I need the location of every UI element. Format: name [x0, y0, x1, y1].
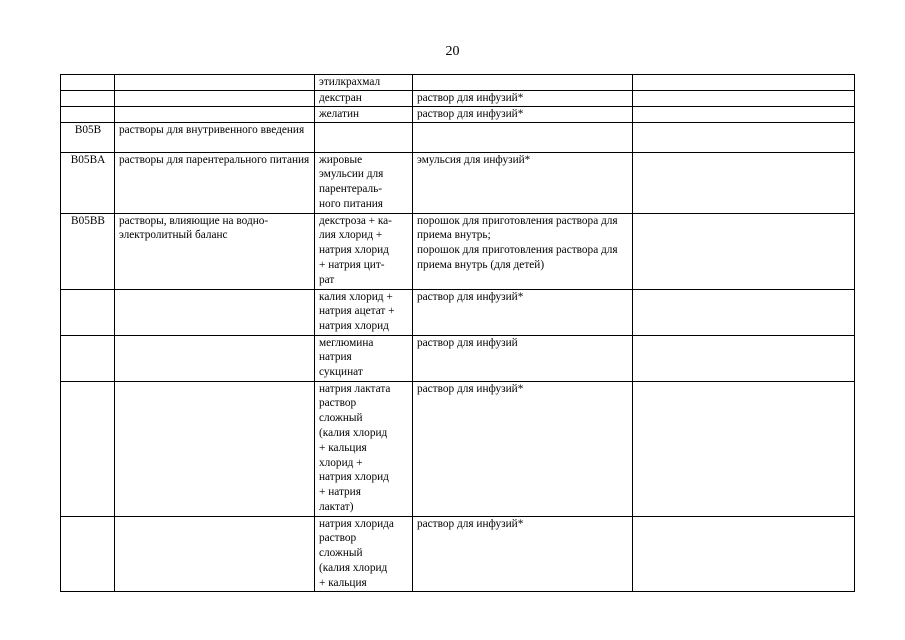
atc-code-cell: [61, 289, 115, 335]
drug-name-cell: жировые эмульсии для парентераль- ного питания: [315, 152, 413, 213]
page-number: 20: [445, 44, 460, 59]
table-row: [61, 152, 855, 213]
atc-code-cell: B05B: [61, 122, 115, 152]
group-cell: [115, 516, 315, 591]
drug-name-cell: натрия лактата раствор сложный (калия хлорид + кальция хлорид + натрия хлорид + натрия лактат): [315, 381, 413, 516]
note-cell: [633, 516, 855, 591]
group-cell: растворы для парентерального питания: [115, 152, 315, 213]
table-row: [61, 213, 855, 289]
dosage-form-cell: раствор для инфузий*: [413, 106, 633, 122]
drug-name-cell: меглюмина натрия сукцинат: [315, 335, 413, 381]
atc-code-cell: B05BB: [61, 213, 115, 289]
group-cell: [115, 381, 315, 516]
atc-code-cell: B05BA: [61, 152, 115, 213]
group-cell: растворы, влияющие на водно-электролитный баланс: [115, 213, 315, 289]
note-cell: [633, 106, 855, 122]
dosage-form-cell: [413, 75, 633, 91]
note-cell: [633, 381, 855, 516]
drug-name-cell: [315, 122, 413, 152]
note-cell: [633, 213, 855, 289]
table-row: [61, 289, 855, 335]
drug-name-cell: декстроза + ка- лия хлорид + натрия хлорид + натрия цит- рат: [315, 213, 413, 289]
note-cell: [633, 90, 855, 106]
note-cell: [633, 75, 855, 91]
table-row: [61, 75, 855, 91]
drug-name-cell: калия хлорид + натрия ацетат + натрия хлорид: [315, 289, 413, 335]
group-cell: [115, 335, 315, 381]
table-row: [61, 122, 855, 152]
drug-name-cell: этилкрахмал: [315, 75, 413, 91]
atc-code-cell: [61, 335, 115, 381]
dosage-form-cell: раствор для инфузий*: [413, 381, 633, 516]
table-row: [61, 90, 855, 106]
table-row: [61, 381, 855, 516]
drug-name-cell: натрия хлорида раствор сложный (калия хлорид + кальция: [315, 516, 413, 591]
table-row: [61, 106, 855, 122]
drug-name-cell: желатин: [315, 106, 413, 122]
drug-table: [60, 74, 855, 592]
atc-code-cell: [61, 90, 115, 106]
note-cell: [633, 152, 855, 213]
group-cell: [115, 75, 315, 91]
atc-code-cell: [61, 516, 115, 591]
note-cell: [633, 289, 855, 335]
table-row: [61, 335, 855, 381]
dosage-form-cell: раствор для инфузий*: [413, 516, 633, 591]
dosage-form-cell: [413, 122, 633, 152]
table-row: [61, 516, 855, 591]
dosage-form-cell: раствор для инфузий: [413, 335, 633, 381]
group-cell: [115, 289, 315, 335]
group-cell: растворы для внутривенного введения: [115, 122, 315, 152]
group-cell: [115, 90, 315, 106]
dosage-form-cell: эмульсия для инфузий*: [413, 152, 633, 213]
group-cell: [115, 106, 315, 122]
atc-code-cell: [61, 106, 115, 122]
note-cell: [633, 122, 855, 152]
note-cell: [633, 335, 855, 381]
dosage-form-cell: раствор для инфузий*: [413, 90, 633, 106]
drug-name-cell: декстран: [315, 90, 413, 106]
dosage-form-cell: раствор для инфузий*: [413, 289, 633, 335]
atc-code-cell: [61, 381, 115, 516]
dosage-form-cell: порошок для приготовления раствора для приема внутрь; порошок для приготовления раствора для приема внутрь (для детей): [413, 213, 633, 289]
atc-code-cell: [61, 75, 115, 91]
